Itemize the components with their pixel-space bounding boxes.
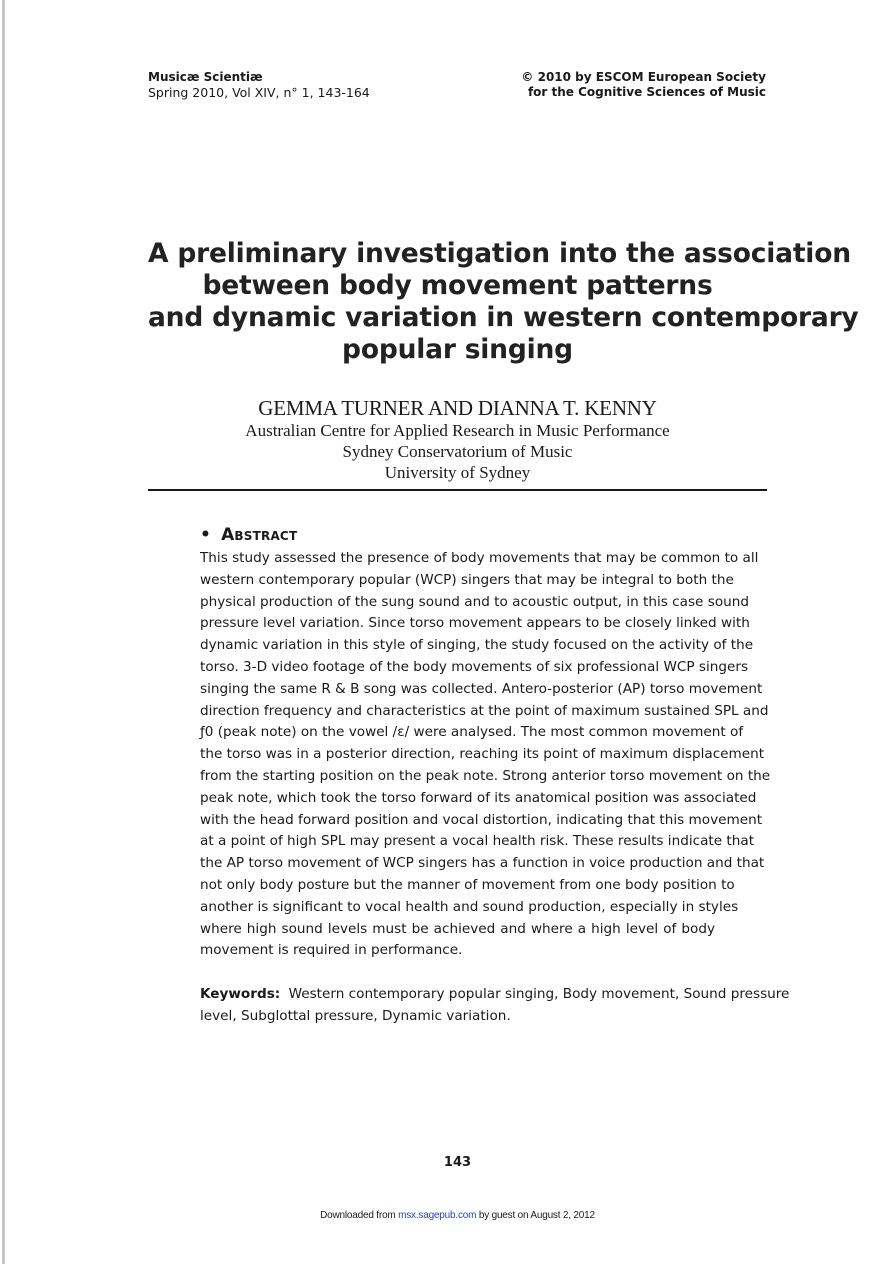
affiliation: Australian Centre for Applied Research in Music Performance [245,421,670,440]
abstract-line: peak note, which took the torso forward of its anatomical position was associated [200,789,757,806]
keywords-block [200,984,790,1028]
abstract-line: singing the same R & B song was collected. Antero-posterior (AP) torso movement [200,680,763,697]
abstract-line: not only body posture but the manner of movement from one body position to [200,876,735,893]
download-suffix: by guest on August 2, 2012 [478,1210,595,1221]
abstract-line: the torso was in a posterior direction, reaching its point of maximum displacement [200,746,765,763]
running-head-left [148,70,370,100]
author-names: GEMMA TURNER AND DIANNA T. KENNY [258,396,657,420]
abstract-line: at a point of high SPL may present a vocal health risk. These results indicate that [200,833,755,850]
abstract-line: from the starting position on the peak note. Strong anterior torso movement on the [200,767,771,784]
abstract-heading-label: Abstract [221,525,298,545]
abstract-line: direction frequency and characteristics at the point of maximum sustained SPL and [200,702,769,719]
keywords-label: Keywords: [200,986,281,1002]
abstract-line: western contemporary popular (WCP) singers that may be integral to both the [200,571,734,588]
bullet-icon: • [200,525,212,545]
abstract-line: where high sound levels must be achieved and where a high level of body [200,920,715,937]
abstract-line: dynamic variation in this style of singing, the study focused on the activity of the [200,637,754,654]
author-block [148,396,767,483]
title-line: A preliminary investigation into the association [148,238,851,269]
page-number: 143 [443,1155,472,1170]
abstract-line: physical production of the sung sound and to acoustic output, in this case sound [200,593,749,610]
keywords-line: level, Subglottal pressure, Dynamic variation. [200,1007,511,1024]
journal-name: Musicæ Scientiæ [148,70,263,84]
abstract-line: another is significant to vocal health and sound production, especially in styles [200,898,739,915]
abstract-line: the AP torso movement of WCP singers has a function in voice production and that [200,855,765,872]
download-prefix: Downloaded from [320,1210,396,1221]
paper-title [148,238,859,366]
abstract-body [200,548,771,962]
abstract-line: pressure level variation. Since torso movement appears to be closely linked with [200,615,750,632]
title-line: popular singing [342,334,573,365]
sagepub-link[interactable]: msx.sagepub.com [398,1210,477,1221]
copyright-line-1: © 2010 by ESCOM European Society [521,70,766,84]
title-line: between body movement patterns [202,270,713,301]
affiliation: Sydney Conservatorium of Music [342,442,573,461]
download-note [148,1210,767,1221]
copyright-line-2: for the Cognitive Sciences of Music [527,85,766,99]
abstract-line: This study assessed the presence of body movements that may be common to all [200,550,759,566]
keywords-text: Western contemporary popular singing, Body movement, Sound pressure [288,986,790,1002]
running-head-right [521,70,766,100]
affiliation: University of Sydney [384,463,531,482]
title-line: and dynamic variation in western contemporary [148,302,859,333]
abstract-heading [200,524,297,546]
abstract-line: movement is required in performance. [200,942,463,959]
abstract-line: ƒ0 (peak note) on the vowel /ε/ were analysed. The most common movement of [200,724,744,741]
horizontal-rule [148,489,767,491]
abstract-line: with the head forward position and vocal distortion, indicating that this movement [200,811,763,828]
abstract-line: torso. 3-D video footage of the body movements of six professional WCP singers [200,658,749,675]
page-edge-line [2,0,5,1264]
keywords-line [200,984,790,1006]
issue-info: Spring 2010, Vol XIV, n° 1, 143-164 [148,85,370,100]
